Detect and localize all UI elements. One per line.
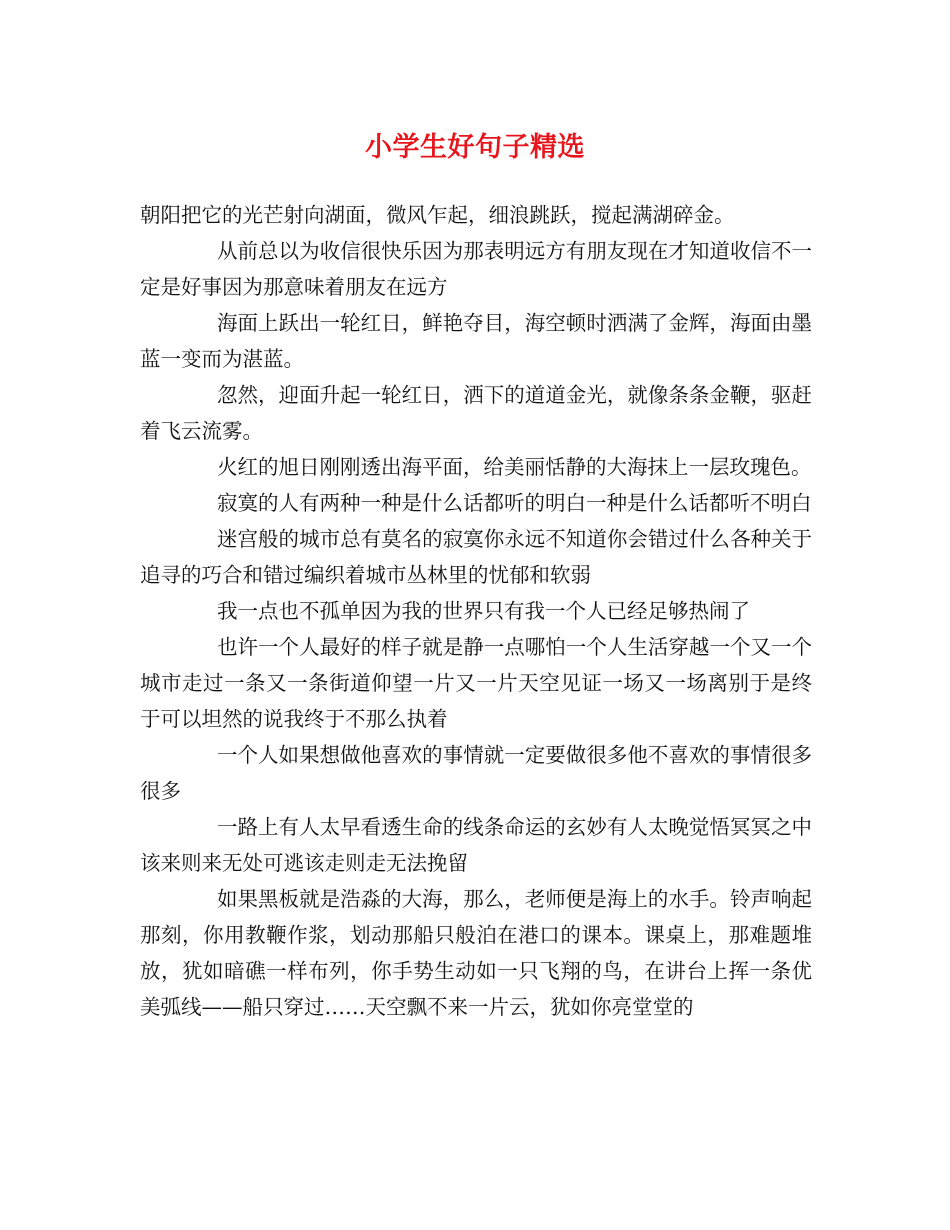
paragraph: 如果黑板就是浩淼的大海，那么，老师便是海上的水手。铃声响起那刻，你用教鞭作浆，划动那船只般泊在港口的课本。课桌上，那难题堆放，犹如暗礁一样布列，你手势生动如一只飞翔的鸟，在讲台上挥一条优美弧线——船只穿过……天空飘不来一片云，犹如你亮堂堂的 (140, 887, 812, 1019)
document-title: 小学生好句子精选 (365, 132, 585, 163)
paragraph: 从前总以为收信很快乐因为那表明远方有朋友现在才知道收信不一定是好事因为那意味着朋友在远方 (140, 239, 812, 299)
paragraph: 寂寞的人有两种一种是什么话都听的明白一种是什么话都听不明白 (217, 491, 812, 515)
document-body (140, 197, 812, 1025)
paragraph: 朝阳把它的光芒射向湖面，微风乍起，细浪跳跃，搅起满湖碎金。 (140, 203, 735, 227)
paragraph: 一路上有人太早看透生命的线条命运的玄妙有人太晚觉悟冥冥之中该来则来无处可逃该走则走无法挽留 (140, 815, 812, 875)
paragraph: 迷宫般的城市总有莫名的寂寞你永远不知道你会错过什么各种关于追寻的巧合和错过编织着城市丛林里的忧郁和软弱 (140, 527, 812, 587)
paragraph: 我一点也不孤单因为我的世界只有我一个人已经足够热闹了 (217, 599, 750, 623)
paragraph: 忽然，迎面升起一轮红日，洒下的道道金光，就像条条金鞭，驱赶着飞云流雾。 (140, 383, 812, 443)
paragraph: 火红的旭日刚刚透出海平面，给美丽恬静的大海抹上一层玫瑰色。 (217, 455, 812, 479)
paragraph: 一个人如果想做他喜欢的事情就一定要做很多他不喜欢的事情很多很多 (140, 743, 812, 803)
paragraph: 也许一个人最好的样子就是静一点哪怕一个人生活穿越一个又一个城市走过一条又一条街道仰望一片又一片天空见证一场又一场离别于是终于可以坦然的说我终于不那么执着 (140, 635, 812, 731)
paragraph: 海面上跃出一轮红日，鲜艳夺目，海空顿时洒满了金辉，海面由墨蓝一变而为湛蓝。 (140, 311, 812, 371)
